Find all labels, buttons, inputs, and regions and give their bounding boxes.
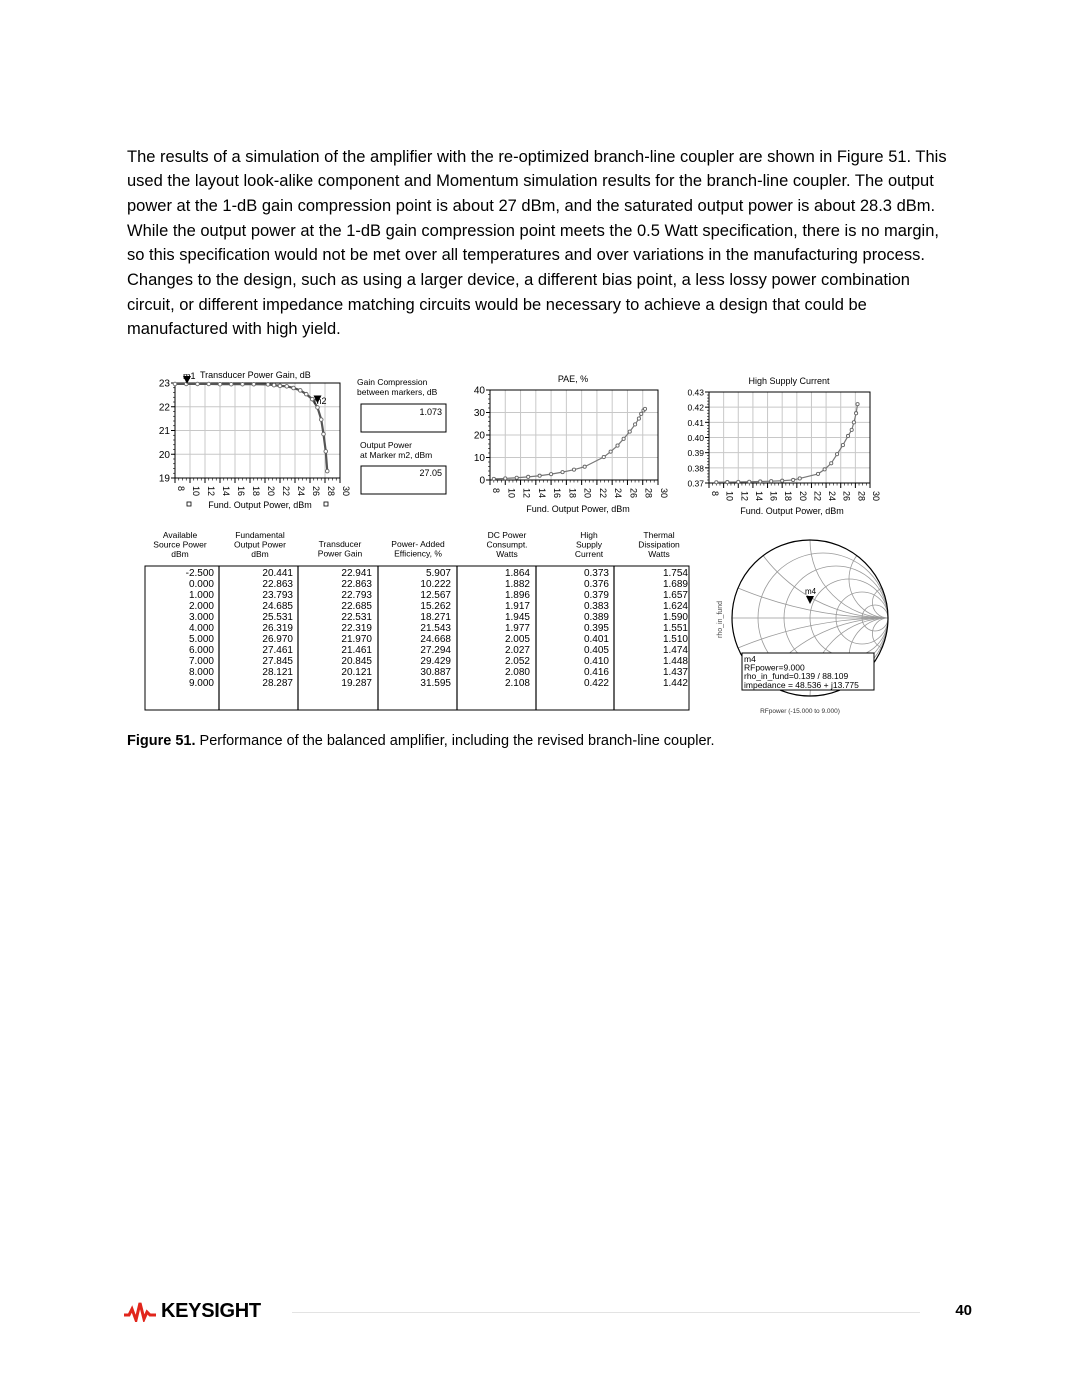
- data-point: [207, 382, 211, 386]
- table-cell: 1.551: [662, 623, 688, 634]
- table-cell: 2.108: [504, 678, 530, 689]
- x-tick-label: 16: [552, 488, 563, 499]
- table-cell: 1.896: [504, 590, 530, 601]
- x-tick-label: 8: [710, 491, 720, 497]
- table-header-cell: dBm: [251, 549, 269, 559]
- data-point: [583, 465, 586, 468]
- x-tick-label: 30: [871, 491, 881, 502]
- y-tick-label: 20: [473, 430, 485, 442]
- table-header-cell: Transducer: [318, 539, 362, 549]
- x-tick-label: 8: [176, 486, 186, 492]
- x-tick-label: 16: [236, 486, 246, 497]
- table-cell: 22.863: [341, 579, 372, 590]
- table-cell: 26.970: [262, 634, 293, 645]
- table-header-cell: Watts: [648, 549, 670, 559]
- table-cell: 21.970: [341, 634, 372, 645]
- table-header-cell: High: [580, 530, 598, 540]
- data-point: [196, 382, 200, 386]
- table-header-cell: dBm: [171, 549, 189, 559]
- table-cell: 24.668: [420, 634, 451, 645]
- table-cell: 26.319: [262, 623, 293, 634]
- smith-y-label: rho_in_fund: [717, 601, 724, 638]
- table-header-cell: Watts: [496, 549, 518, 559]
- out-power-title-1: Output Power: [360, 440, 412, 450]
- table-cell: 1.448: [662, 656, 688, 667]
- gain-comp-title-2: between markers, dB: [357, 387, 438, 397]
- data-point: [272, 383, 276, 387]
- table-cell: 9.000: [188, 678, 214, 689]
- table-cell: 2.005: [504, 634, 530, 645]
- body-paragraph: The results of a simulation of the amplifier with the re-optimized branch-line coupler are shown in Figure 51. This used the layout look-alike component and Momentum simulation results for the branch-line coupler. The output power at the 1-dB gain compression point is about 27 dBm, and the saturated output power is about 28.3 dBm. While the output power at the 1-dB gain compression point meets the 0.5 Watt specification, there is no margin, so this specification would not be met over all temperatures and over variations in the manufacturing process. Changes to the design, such as using a larger device, a different bias point, a less lossy power combination circuit, or different impedance matching circuits would be necessary to achieve a design that could be manufactured with high yield.: [127, 147, 947, 339]
- x-tick-label: 24: [296, 486, 306, 497]
- data-point: [856, 403, 859, 406]
- table-cell: 1.917: [504, 601, 530, 612]
- y-tick-label: 0.37: [687, 478, 704, 489]
- page-number: 40: [955, 1302, 972, 1319]
- y-tick-label: 19: [158, 473, 170, 485]
- table-cell: 22.941: [341, 568, 372, 579]
- caption-label: Figure 51.: [127, 733, 196, 749]
- table-header-cell: Fundamental: [235, 530, 285, 540]
- table-cell: 0.383: [583, 601, 609, 612]
- table-header-cell: Current: [574, 549, 604, 559]
- marker-label-m2: m2: [314, 396, 327, 406]
- data-point: [515, 476, 518, 479]
- table-cell: 0.405: [583, 645, 609, 656]
- table-header-cell: Efficiency, %: [394, 548, 442, 559]
- legend-square-left: [187, 502, 191, 506]
- marker-label-m4: m4: [805, 587, 817, 596]
- data-point: [637, 417, 640, 420]
- table-cell: 1.864: [504, 568, 530, 579]
- smith-info-line: m4: [744, 654, 756, 664]
- smith-info-line: RFpower=9.000: [744, 662, 805, 673]
- data-point: [633, 423, 636, 426]
- table-cell: 1.945: [504, 612, 530, 623]
- out-power-value: 27.05: [419, 468, 442, 478]
- table-cell: 30.887: [420, 667, 451, 678]
- footer-rule: [292, 1312, 920, 1313]
- table-cell: 1.977: [504, 623, 530, 634]
- table-cell: 0.422: [583, 678, 609, 689]
- table-cell: 18.271: [420, 612, 451, 623]
- table-header-cell: Supply: [576, 539, 602, 550]
- data-point: [609, 450, 612, 453]
- out-power-title-2: at Marker m2, dBm: [360, 450, 433, 460]
- table-cell: 0.000: [188, 579, 214, 590]
- x-tick-label: 18: [567, 488, 578, 499]
- x-tick-label: 30: [341, 486, 351, 497]
- x-tick-label: 12: [206, 486, 216, 497]
- data-point: [643, 407, 646, 410]
- table-cell: 5.907: [425, 568, 451, 579]
- table-header-cell: Power- Added: [391, 539, 445, 549]
- chart-title: PAE, %: [557, 374, 589, 384]
- marker-label-m1: m1: [183, 371, 196, 381]
- y-tick-label: 22: [158, 402, 170, 414]
- y-tick-label: 10: [473, 453, 485, 464]
- gain-chart: [159, 370, 351, 510]
- y-tick-label: 30: [473, 408, 485, 419]
- table-header-cell: Consumpt.: [486, 539, 528, 550]
- y-tick-label: 0.42: [687, 402, 704, 413]
- table-cell: 0.389: [583, 612, 609, 623]
- x-tick-label: 12: [739, 491, 750, 502]
- x-tick-label: 18: [251, 486, 261, 497]
- table-cell: 1.437: [662, 667, 688, 678]
- data-point: [504, 477, 507, 480]
- legend-square-right: [324, 502, 328, 506]
- smith-reactance-arc: [849, 540, 927, 618]
- x-axis-label: Fund. Output Power, dBm: [526, 504, 630, 514]
- caption-text: Performance of the balanced amplifier, including the revised branch-line coupler.: [195, 733, 715, 749]
- table-cell: 22.319: [341, 623, 372, 634]
- table-cell: 27.294: [420, 645, 451, 656]
- x-tick-label: 14: [753, 491, 764, 502]
- data-point: [854, 412, 857, 415]
- table-cell: 1.442: [662, 678, 688, 689]
- x-tick-label: 10: [506, 488, 517, 499]
- table-cell: 8.000: [188, 667, 214, 678]
- table-header-cell: Source Power: [153, 539, 207, 550]
- x-tick-label: 20: [266, 486, 276, 497]
- smith-x-label: RFpower (-15.000 to 9.000): [760, 708, 840, 715]
- table-cell: 20.845: [341, 656, 372, 667]
- data-point: [173, 382, 177, 386]
- data-point: [830, 462, 833, 465]
- table-cell: 27.461: [262, 645, 293, 656]
- data-point: [737, 480, 740, 483]
- data-point: [538, 474, 541, 477]
- table-cell: 23.793: [262, 590, 293, 601]
- x-tick-label: 28: [643, 488, 654, 499]
- data-point: [218, 382, 222, 386]
- table-cell: 12.567: [420, 590, 451, 601]
- table-cell: 1.882: [504, 579, 530, 590]
- data-point: [324, 450, 328, 454]
- y-tick-label: 0.41: [687, 417, 704, 428]
- table-header-cell: Dissipation: [638, 539, 680, 550]
- table-cell: 21.461: [341, 645, 372, 656]
- data-table: [145, 530, 689, 710]
- x-tick-label: 28: [326, 486, 336, 497]
- data-point: [846, 434, 849, 437]
- table-cell: 15.262: [420, 601, 451, 612]
- x-tick-label: 22: [281, 486, 291, 497]
- table-cell: 10.222: [420, 579, 451, 590]
- y-tick-label: 0: [479, 475, 485, 487]
- smith-info-line: rho_in_fund=0.139 / 88.109: [744, 671, 849, 682]
- pae-chart: [474, 374, 669, 514]
- data-point: [823, 468, 826, 471]
- table-cell: 24.685: [262, 601, 293, 612]
- x-tick-label: 26: [628, 488, 639, 499]
- data-point: [527, 475, 530, 478]
- x-tick-label: 10: [724, 491, 735, 502]
- data-point: [298, 389, 302, 393]
- data-point: [835, 453, 838, 456]
- x-tick-label: 30: [659, 488, 669, 499]
- table-cell: 0.379: [583, 590, 609, 601]
- data-point: [616, 444, 619, 447]
- data-point: [770, 480, 773, 483]
- data-point: [561, 471, 564, 474]
- chart-title: Transducer Power Gain, dB: [200, 370, 311, 380]
- data-point: [759, 480, 762, 483]
- x-tick-label: 16: [768, 491, 779, 502]
- table-cell: 0.410: [583, 656, 609, 667]
- x-tick-label: 22: [812, 491, 823, 502]
- series-line: [494, 409, 645, 479]
- x-tick-label: 8: [491, 488, 501, 494]
- table-cell: 1.754: [662, 568, 688, 579]
- data-point: [241, 382, 245, 386]
- table-cell: 2.080: [504, 667, 530, 678]
- table-cell: 1.689: [662, 579, 688, 590]
- data-point: [304, 392, 308, 396]
- data-point: [781, 479, 784, 482]
- y-tick-label: 23: [158, 378, 170, 390]
- data-point: [798, 477, 801, 480]
- x-tick-label: 20: [582, 488, 593, 499]
- table-cell: 1.590: [662, 612, 688, 623]
- table-cell: 1.474: [662, 645, 688, 656]
- brand-name: KEYSIGHT: [161, 1299, 261, 1322]
- table-cell: -2.500: [185, 568, 214, 579]
- y-tick-label: 20: [158, 449, 170, 461]
- table-cell: 0.395: [583, 623, 609, 634]
- y-tick-label: 40: [473, 385, 485, 397]
- data-point: [266, 383, 270, 387]
- data-point: [640, 412, 643, 415]
- data-point: [726, 480, 729, 483]
- data-point: [285, 385, 289, 389]
- x-axis-label: Fund. Output Power, dBm: [740, 506, 844, 516]
- x-tick-label: 24: [613, 488, 624, 499]
- y-tick-label: 0.43: [687, 387, 704, 398]
- data-point: [549, 473, 552, 476]
- table-header-cell: Power Gain: [317, 548, 363, 559]
- table-cell: 1.624: [662, 601, 688, 612]
- gain-comp-value: 1.073: [419, 407, 442, 417]
- y-tick-label: 0.38: [687, 463, 704, 474]
- smith-info-line: impedance = 48.536 + j13.775: [744, 679, 859, 690]
- table-cell: 2.000: [188, 601, 214, 612]
- table-cell: 25.531: [262, 612, 293, 623]
- chart-title: High Supply Current: [748, 376, 830, 386]
- data-point: [622, 437, 625, 440]
- keysight-logo: [123, 1298, 261, 1324]
- x-tick-label: 14: [221, 486, 231, 497]
- table-cell: 6.000: [188, 645, 214, 656]
- table-cell: 31.595: [420, 678, 451, 689]
- table-cell: 1.510: [662, 634, 688, 645]
- table-cell: 22.531: [341, 612, 372, 623]
- smith-reactance-arc: [498, 0, 1080, 618]
- x-tick-label: 28: [856, 491, 867, 502]
- table-cell: 28.287: [262, 678, 293, 689]
- table-cell: 2.027: [504, 645, 530, 656]
- table-header-cell: DC Power: [487, 530, 527, 540]
- table-cell: 22.863: [262, 579, 293, 590]
- data-point: [816, 472, 819, 475]
- table-cell: 7.000: [188, 656, 214, 667]
- table-cell: 3.000: [188, 612, 214, 623]
- table-cell: 1.657: [662, 590, 688, 601]
- table-cell: 21.543: [420, 623, 451, 634]
- x-tick-label: 12: [521, 488, 532, 499]
- table-cell: 1.000: [188, 590, 214, 601]
- x-tick-label: 14: [536, 488, 547, 499]
- x-tick-label: 18: [783, 491, 794, 502]
- data-point: [715, 481, 718, 484]
- x-tick-label: 26: [311, 486, 321, 497]
- table-cell: 22.685: [341, 601, 372, 612]
- data-point: [850, 428, 853, 431]
- data-point: [792, 478, 795, 481]
- marker-boxes: [357, 377, 446, 494]
- data-point: [492, 477, 495, 480]
- data-point: [841, 443, 844, 446]
- data-point: [316, 406, 320, 410]
- table-cell: 5.000: [188, 634, 214, 645]
- keysight-wave-icon: [123, 1300, 157, 1322]
- table-cell: 2.052: [504, 656, 530, 667]
- table-cell: 4.000: [188, 623, 214, 634]
- data-point: [292, 386, 296, 390]
- table-cell: 0.373: [583, 568, 609, 579]
- data-point: [852, 421, 855, 424]
- table-cell: 19.287: [341, 678, 372, 689]
- x-axis-label: Fund. Output Power, dBm: [208, 500, 312, 510]
- table-cell: 27.845: [262, 656, 293, 667]
- data-point: [325, 469, 329, 473]
- table-header-cell: Output Power: [234, 539, 286, 550]
- table-cell: 0.416: [583, 667, 609, 678]
- table-cell: 28.121: [262, 667, 293, 678]
- supply-current-chart: [687, 376, 881, 516]
- data-point: [252, 382, 256, 386]
- series-line: [175, 384, 327, 471]
- y-tick-label: 0.39: [687, 448, 704, 459]
- x-tick-label: 26: [841, 491, 852, 502]
- data-point: [628, 430, 631, 433]
- x-tick-label: 20: [797, 491, 808, 502]
- data-point: [322, 432, 326, 436]
- table-header-cell: Thermal: [643, 530, 675, 540]
- smith-reactance-arc: [732, 306, 1044, 618]
- table-cell: 20.441: [262, 568, 293, 579]
- y-tick-label: 21: [158, 426, 170, 437]
- table-cell: 22.793: [341, 590, 372, 601]
- table-cell: 0.401: [583, 634, 609, 645]
- gain-comp-title-1: Gain Compression: [357, 377, 428, 387]
- data-point: [602, 455, 605, 458]
- x-tick-label: 24: [827, 491, 838, 502]
- data-point: [572, 468, 575, 471]
- series-line: [716, 404, 857, 482]
- x-tick-label: 22: [597, 488, 608, 499]
- y-tick-label: 0.40: [687, 433, 704, 443]
- data-point: [229, 382, 233, 386]
- table-header-cell: Available: [162, 530, 198, 540]
- table-cell: 0.376: [583, 579, 609, 590]
- x-tick-label: 10: [191, 486, 201, 497]
- data-point: [748, 480, 751, 483]
- figure-caption: [127, 733, 715, 749]
- data-point: [278, 384, 282, 388]
- table-cell: 29.429: [420, 656, 451, 667]
- data-point: [319, 418, 323, 422]
- table-cell: 20.121: [341, 667, 372, 678]
